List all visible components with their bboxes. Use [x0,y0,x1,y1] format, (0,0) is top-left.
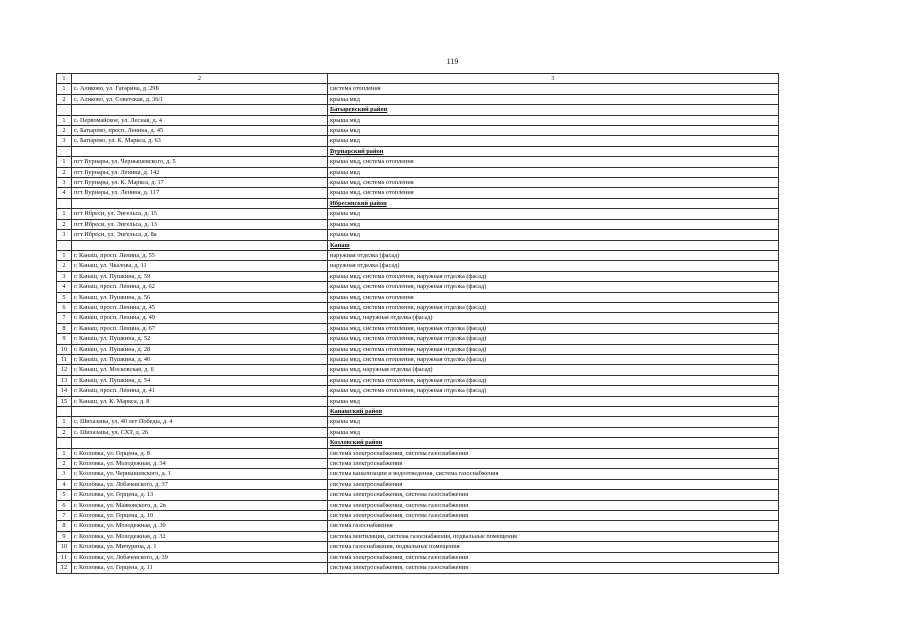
row-work: крыша мкд, система отопления, наружная отделка (фасад) [328,282,779,292]
row-work: крыша мкд, система отопления, наружная отделка (фасад) [328,375,779,385]
row-work: крыша мкд [328,209,779,219]
row-address: г. Канаш, ул. Пушкина, д. 59 [72,271,328,281]
header-cell-address: 2 [72,74,328,84]
row-number: 3 [57,469,72,479]
section-title: Вурнарский район [328,146,779,156]
row-address: г. Козловка, ул. Маяковского, д. 2в [72,500,328,510]
section-row [57,407,779,417]
table-row [57,479,779,489]
table-row [57,334,779,344]
page-number: 119 [446,57,459,66]
row-number: 3 [57,230,72,240]
row-work: крыша мкд [328,230,779,240]
row-address: с. Шихазаны, ул. СХТ, д. 26 [72,427,328,437]
row-number: 3 [57,271,72,281]
table-row [57,250,779,260]
row-work: крыша мкд, система отопления, наружная отделка (фасад) [328,302,779,312]
table-row [57,563,779,573]
row-work: система канализации и водоотведения, система газоснабжения [328,469,779,479]
section-title: Батыревский район [328,105,779,115]
row-work: система отопления [328,84,779,94]
header-cell-number: 1 [57,74,72,84]
table-row [57,500,779,510]
row-number: 13 [57,375,72,385]
row-number: 1 [57,209,72,219]
row-work: система электроснабжения, система газоснабжения [328,500,779,510]
row-address: г. Канаш, ул. К. Маркса, д. 8 [72,396,328,406]
table-row [57,313,779,323]
table-row [57,490,779,500]
row-work: система газоснабжения, подвальные помещения [328,542,779,552]
row-address: пгт Ибреси, ул. Энгельса, д. 13 [72,219,328,229]
table-row [57,302,779,312]
section-cell-empty [72,105,328,115]
row-address: с. Аликово, ул. Советская, д. 36/1 [72,94,328,104]
section-cell-empty [72,198,328,208]
row-number: 9 [57,531,72,541]
table-body [57,74,779,574]
row-address: г. Канаш, просп. Ленина, д. 55 [72,250,328,260]
table-row [57,219,779,229]
row-number: 10 [57,542,72,552]
section-title: Козловский район [328,438,779,448]
row-address: г. Канаш, ул. Чкалова, д. 11 [72,261,328,271]
row-number: 1 [57,84,72,94]
row-address: г. Канаш, просп. Ленина, д. 45 [72,302,328,312]
table-row [57,469,779,479]
table-row [57,375,779,385]
row-address: с. Шихазаны, ул. 40 лет Победы, д. 4 [72,417,328,427]
row-address: г. Козловка, ул. Чернышевского, д. 1 [72,469,328,479]
section-cell-empty [72,407,328,417]
row-work: система электроснабжения, система газоснабжения [328,552,779,562]
table-row [57,84,779,94]
row-work: крыша мкд [328,417,779,427]
row-address: г. Канаш, ул. Пушкина, д. 56 [72,292,328,302]
row-number: 1 [57,448,72,458]
table-row [57,521,779,531]
section-cell-empty [57,407,72,417]
row-number: 2 [57,427,72,437]
row-number: 3 [57,178,72,188]
row-work: крыша мкд, система отопления, наружная отделка (фасад) [328,386,779,396]
section-cell-empty [72,438,328,448]
row-work: крыша мкд, система отопления [328,178,779,188]
row-address: пгт Вурнары, ул. Ленина, д. 117 [72,188,328,198]
row-number: 3 [57,136,72,146]
table-row [57,94,779,104]
row-address: с. Первомайское, ул. Лесная, д. 4 [72,115,328,125]
row-address: г. Канаш, ул. Пушкина, д. 28 [72,344,328,354]
row-number: 6 [57,500,72,510]
table-row [57,386,779,396]
row-address: пгт Вурнары, ул. Чернышевского, д. 5 [72,157,328,167]
row-number: 12 [57,563,72,573]
row-address: г. Канаш, просп. Ленина, д. 49 [72,313,328,323]
row-number: 2 [57,459,72,469]
header-cell-work: 3 [328,74,779,84]
table-row [57,365,779,375]
row-address: с. Батырево, ул. К. Маркса, д. 63 [72,136,328,146]
table-row [57,115,779,125]
row-work: крыша мкд, наружная отделка (фасад) [328,365,779,375]
section-title: Канашский район [328,407,779,417]
table-row [57,271,779,281]
row-address: г. Канаш, ул. Пушкина, д. 54 [72,375,328,385]
section-cell-empty [57,240,72,250]
table-row [57,511,779,521]
section-cell-empty [72,146,328,156]
row-address: г. Козловка, ул. Молодежная, д. 34 [72,459,328,469]
section-title: Ибресинский район [328,198,779,208]
row-number: 4 [57,188,72,198]
row-work: система электроснабжения, система газоснабжения [328,448,779,458]
section-row [57,240,779,250]
section-cell-empty [57,146,72,156]
row-address: г. Козловка, ул. Мичурина, д. 1 [72,542,328,552]
row-address: г. Козловка, ул. Герцена, д. 13 [72,490,328,500]
row-address: пгт Ибреси, ул. Энгельса, д. 15 [72,209,328,219]
table-row [57,188,779,198]
row-address: пгт Вурнары, ул. К. Маркса, д. 17 [72,178,328,188]
row-work: крыша мкд [328,126,779,136]
table-row [57,126,779,136]
table-row [57,261,779,271]
row-work: крыша мкд, система отопления, наружная отделка (фасад) [328,354,779,364]
section-row [57,438,779,448]
row-address: г. Козловка, ул. Герцена, д. 10 [72,511,328,521]
row-number: 15 [57,396,72,406]
row-address: г. Канаш, ул. Московская, д. 6 [72,365,328,375]
row-address: с. Аликово, ул. Гагарина, д. 29Б [72,84,328,94]
row-work: крыша мкд, система отопления [328,292,779,302]
section-cell-empty [57,198,72,208]
section-cell-empty [72,240,328,250]
row-number: 4 [57,282,72,292]
row-work: система электроснабжения, система газоснабжения [328,563,779,573]
row-work: крыша мкд, система отопления, наружная отделка (фасад) [328,271,779,281]
table-row [57,292,779,302]
row-number: 4 [57,479,72,489]
table-row [57,531,779,541]
table-row [57,427,779,437]
table-row [57,354,779,364]
row-number: 7 [57,511,72,521]
row-work: система вентиляции, система газоснабжения, подвальные помещения [328,531,779,541]
row-work: система электроснабжения, система газоснабжения [328,490,779,500]
table-row [57,417,779,427]
row-number: 2 [57,219,72,229]
row-address: г. Канаш, просп. Ленина, д. 41 [72,386,328,396]
row-work: крыша мкд [328,167,779,177]
row-number: 10 [57,344,72,354]
row-address: г. Канаш, просп. Ленина, д. 67 [72,323,328,333]
row-number: 2 [57,167,72,177]
table-row [57,396,779,406]
row-address: г. Козловка, ул. Молодежная, д. 30 [72,521,328,531]
row-address: г. Козловка, ул. Герцена, д. 8 [72,448,328,458]
row-work: крыша мкд, система отопления, наружная отделка (фасад) [328,344,779,354]
table-row [57,459,779,469]
table-row [57,209,779,219]
section-row [57,146,779,156]
row-work: крыша мкд, система отопления, наружная отделка (фасад) [328,334,779,344]
row-number: 1 [57,115,72,125]
row-number: 2 [57,261,72,271]
row-address: г. Козловка, ул. Лобачевского, д. 37 [72,479,328,489]
row-number: 5 [57,490,72,500]
row-work: наружная отделка (фасад) [328,261,779,271]
row-work: крыша мкд [328,136,779,146]
row-number: 2 [57,94,72,104]
table-row [57,157,779,167]
row-address: с. Батырево, просп. Ленина, д. 45 [72,126,328,136]
table-row [57,448,779,458]
section-row [57,105,779,115]
row-number: 11 [57,552,72,562]
row-number: 8 [57,521,72,531]
table-row [57,178,779,188]
row-address: г. Козловка, ул. Герцена, д. 11 [72,563,328,573]
row-work: крыша мкд [328,396,779,406]
row-work: крыша мкд [328,219,779,229]
row-work: система электроснабжения, система газоснабжения [328,511,779,521]
row-number: 14 [57,386,72,396]
row-work: система электроснабжения [328,459,779,469]
row-work: крыша мкд, наружная отделка (фасад) [328,313,779,323]
row-number: 8 [57,323,72,333]
row-number: 1 [57,157,72,167]
row-work: крыша мкд, система отопления [328,157,779,167]
row-number: 11 [57,354,72,364]
table-row [57,552,779,562]
section-title: Канаш [328,240,779,250]
row-address: пгт Вурнары, ул. Ленина, д. 142 [72,167,328,177]
table-row [57,344,779,354]
row-address: г. Канаш, ул. Пушкина, д. 52 [72,334,328,344]
row-work: система электроснабжения [328,479,779,489]
row-number: 6 [57,302,72,312]
section-row [57,198,779,208]
row-number: 1 [57,417,72,427]
row-work: система газоснабжения [328,521,779,531]
table-header-row [57,74,779,84]
row-work: крыша мкд, система отопления, наружная отделка (фасад) [328,323,779,333]
table-row [57,282,779,292]
row-work: крыша мкд, система отопления [328,188,779,198]
row-number: 12 [57,365,72,375]
table-row [57,542,779,552]
row-address: пгт Ибреси, ул. Энгельса, д. 8а [72,230,328,240]
row-work: крыша мкд [328,427,779,437]
row-address: г. Канаш, ул. Пушкина, д. 46 [72,354,328,364]
row-work: крыша мкд [328,115,779,125]
table-row [57,323,779,333]
row-address: г. Козловка, ул. Лобачевского, д. 39 [72,552,328,562]
table-row [57,230,779,240]
row-work: наружная отделка (фасад) [328,250,779,260]
section-cell-empty [57,105,72,115]
row-work: крыша мкд [328,94,779,104]
row-address: г. Канаш, просп. Ленина, д. 62 [72,282,328,292]
row-number: 5 [57,292,72,302]
row-number: 2 [57,126,72,136]
row-number: 9 [57,334,72,344]
housing-repair-table [56,73,779,574]
section-cell-empty [57,438,72,448]
table-row [57,136,779,146]
row-address: г. Козловка, ул. Молодежная, д. 32 [72,531,328,541]
row-number: 1 [57,250,72,260]
table-row [57,167,779,177]
row-number: 7 [57,313,72,323]
